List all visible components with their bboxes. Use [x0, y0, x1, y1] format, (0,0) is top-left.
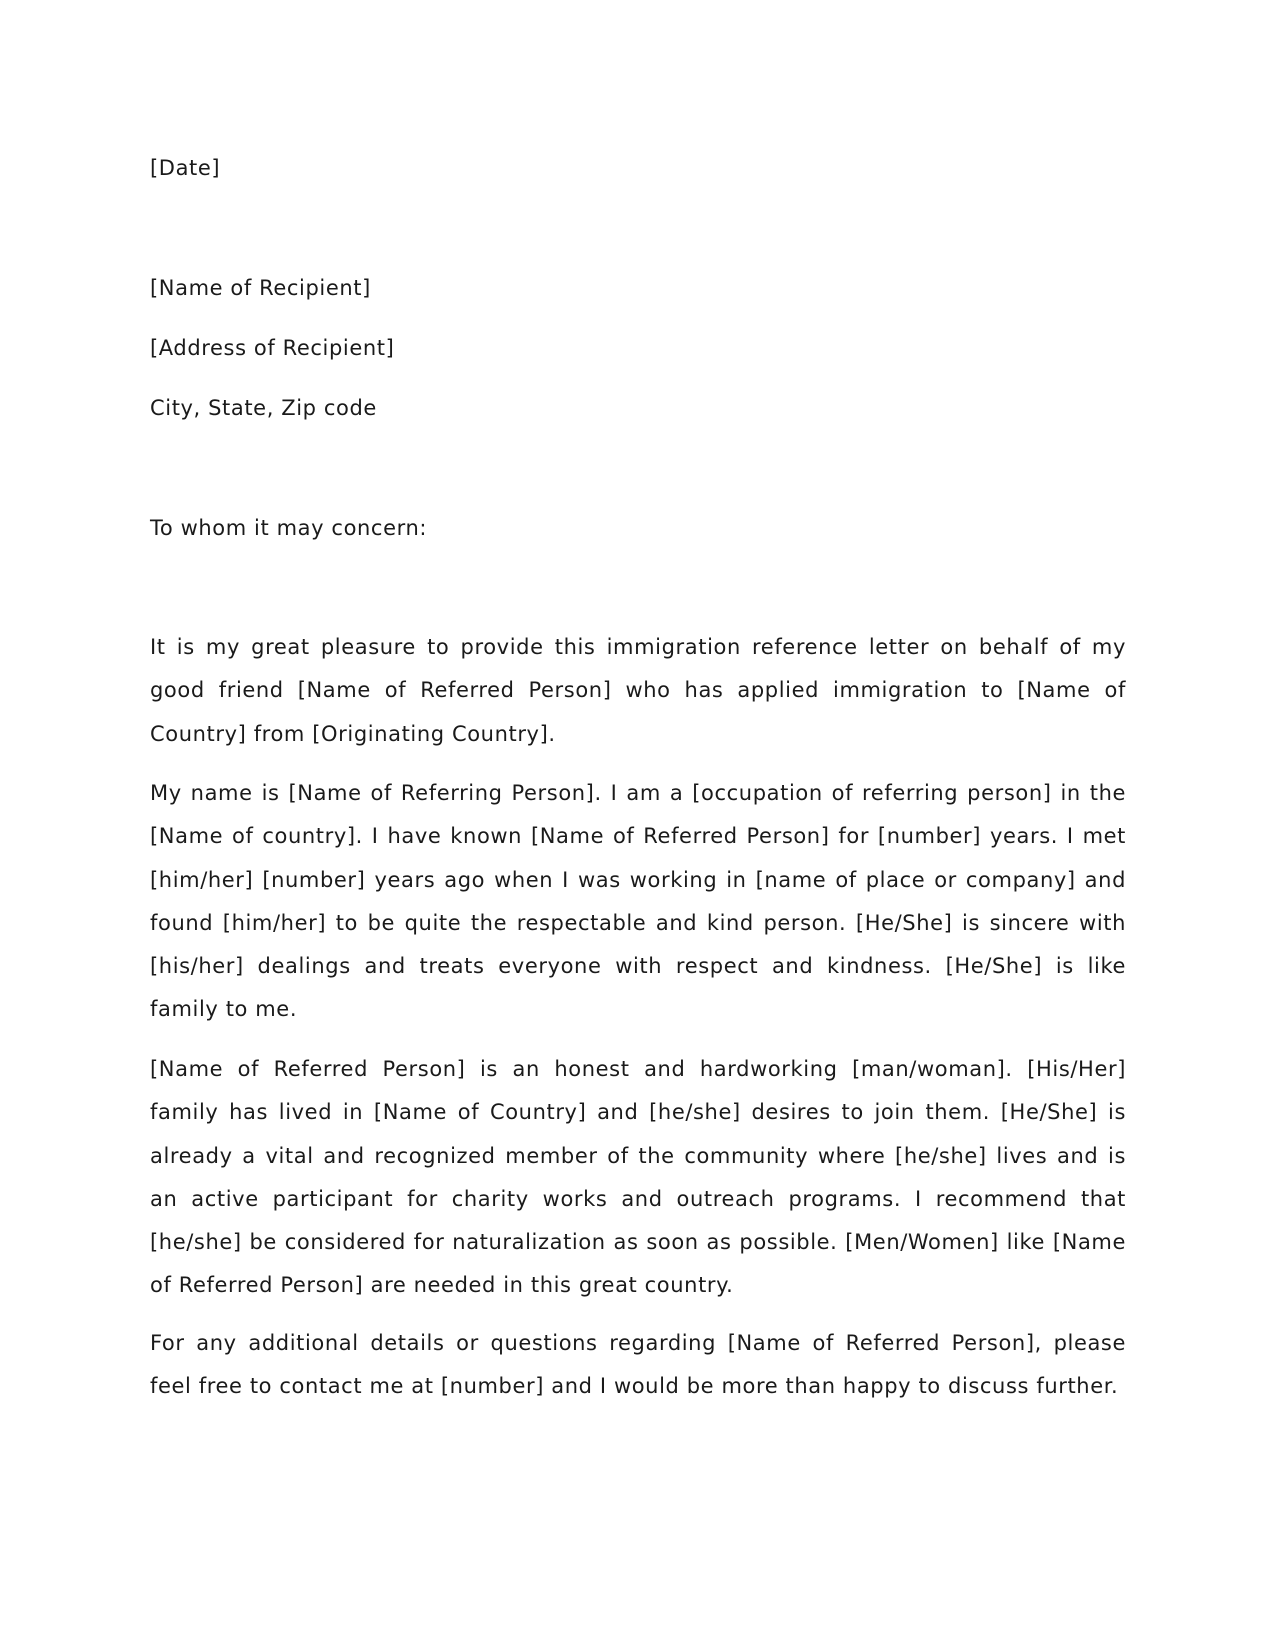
recipient-address: [Address of Recipient]	[150, 336, 395, 360]
body-paragraph-recommendation: [Name of Referred Person] is an honest and hardworking [man/woman]. [His/Her] family has lived in [Name of Country] and [he/she] desires to join them. [He/She] is already a vital and recognized member of the community where [he/she] lives and is an active participant for charity works and outreach programs. I recommend that [he/she] be considered for naturalization as soon as possible. [Men/Women] like [Name of Referred Person] are needed in this great country.	[150, 1057, 1126, 1298]
salutation: To whom it may concern:	[150, 516, 428, 540]
recipient-name: [Name of Recipient]	[150, 276, 371, 300]
body-paragraph-relationship: My name is [Name of Referring Person]. I am a [occupation of referring person] in the [Name of country]. I have known [Name of Referred Person] for [number] years. I met [him/her] [number] years ago when I was working in [name of place or company] and found [him/her] to be quite the respectable and kind person. [He/She] is sincere with [his/her] dealings and treats everyone with respect and kindness. [He/She] is like family to me.	[150, 781, 1126, 1022]
recipient-city-state-zip: City, State, Zip code	[150, 396, 377, 420]
body-paragraph-introduction: It is my great pleasure to provide this immigration reference letter on behalf of my good friend [Name of Referred Person] who has applied immigration to [Name of Country] from [Originating Country].	[150, 635, 1126, 746]
body-paragraph-contact: For any additional details or questions regarding [Name of Referred Person], please feel free to contact me at [number] and I would be more than happy to discuss further.	[150, 1331, 1126, 1399]
letter-date: [Date]	[150, 156, 221, 180]
